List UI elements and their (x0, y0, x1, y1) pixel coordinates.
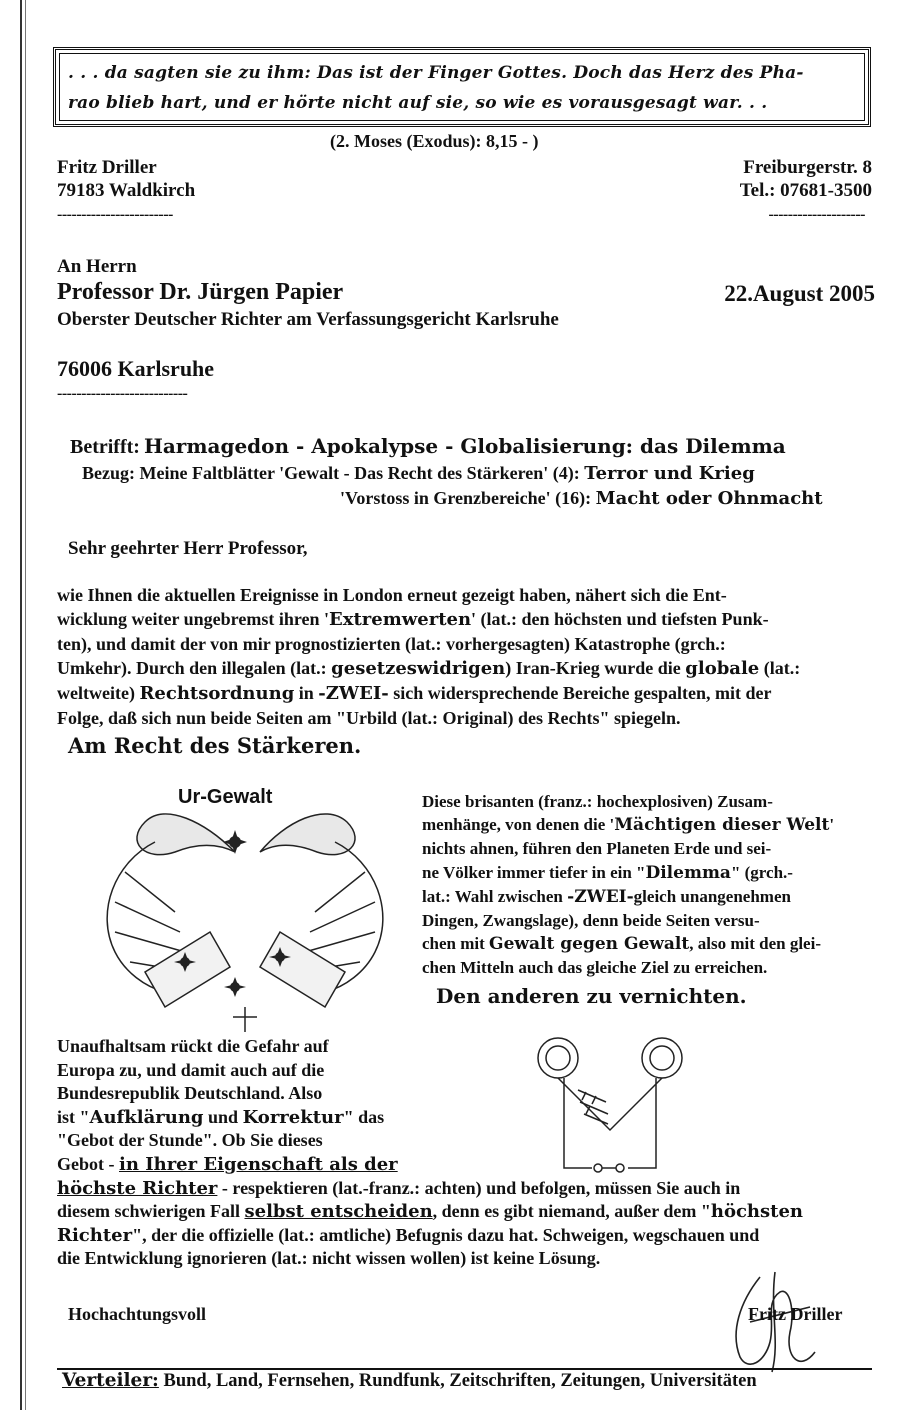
subject-label: Betrifft: (70, 436, 140, 458)
reference-1-bold: Terror und Krieg (584, 463, 755, 484)
para1-line: Folge, daß sich nun beide Seiten am "Urbild (lat.: Original) des Rechts" spiegeln. (57, 708, 681, 728)
quote-line-2: rao blieb hart, und er hörte nicht auf sie, so wie es vorausgesagt war. . . (68, 93, 768, 113)
reference-line-2 (340, 488, 823, 509)
reference-line-1 (82, 463, 755, 484)
para2-line: ne Völker immer tiefer in ein "Dilemma" (grch.- (422, 862, 793, 883)
closing: Hochachtungsvoll (68, 1304, 207, 1324)
para3-line: Europa zu, und damit auch auf die (57, 1059, 325, 1080)
sender-divider: ------------------------ (57, 206, 173, 223)
para3-line: Bundesrepublik Deutschland. Also (57, 1083, 323, 1104)
margin-line-thin (25, 0, 26, 1410)
para2-line: Dingen, Zwangslage), denn beide Seiten versu- (422, 911, 760, 931)
para3-line: Gebot - in Ihrer Eigenschaft als der (57, 1153, 398, 1175)
para1-line: wie Ihnen die aktuellen Ereignisse in London erneut gezeigt haben, nähert sich die Ent- (57, 585, 727, 605)
greeting: Sehr geehrter Herr Professor, (68, 538, 308, 559)
para3-line: diesem schwierigen Fall selbst entscheiden, denn es gibt niemand, außer dem "höchsten (57, 1201, 804, 1223)
sender-phone: Tel.: 07681-3500 (739, 180, 872, 201)
subject-line (70, 434, 786, 459)
bible-quote-box (53, 47, 871, 127)
para3-line: "Gebot der Stunde". Ob Sie dieses (57, 1130, 323, 1151)
para1-line: Umkehr). Durch den illegalen (lat.: gesetzeswidrigen) Iran-Krieg wurde die globale (lat.: (57, 658, 801, 679)
signature-name: Fritz Driller (748, 1304, 843, 1324)
para2-heading: Den anderen zu vernichten. (436, 984, 747, 1008)
letter-date: 22.August 2005 (724, 281, 875, 306)
subject-text: Harmagedon - Apokalypse - Globalisierung: das Dilemma (143, 434, 786, 458)
para2-line: nichts ahnen, führen den Planeten Erde und sei- (422, 839, 772, 859)
para2-line: Diese brisanten (franz.: hochexplosiven) Zusam- (422, 792, 773, 811)
recipient-city: 76006 Karlsruhe (57, 356, 215, 381)
recipient-divider: --------------------------- (57, 385, 188, 402)
para2-line: chen Mitteln auch das gleiche Ziel zu erreichen. (422, 958, 768, 978)
reference-label: Bezug: (82, 463, 135, 483)
para3-line: die Entwicklung ignorieren (lat.: nicht wissen wollen) ist keine Lösung. (57, 1248, 601, 1269)
sender-city: 79183 Waldkirch (57, 180, 196, 201)
para1-line: wicklung weiter ungebremst ihren 'Extremwerten' (lat.: den höchsten und tiefsten Punk- (57, 609, 769, 630)
margin-line (20, 0, 22, 1410)
sender-divider-right: -------------------- (768, 206, 865, 223)
distribution-line (62, 1370, 757, 1392)
distribution-label: Verteiler: (62, 1370, 159, 1391)
para1-line: ten), und damit der von mir prognostizierten (lat.: vorhergesagten) Katastrophe (grch.: (57, 634, 726, 654)
reference-2-bold: Macht oder Ohnmacht (595, 488, 823, 509)
para2-line: lat.: Wahl zwischen -ZWEI-gleich unangenehmen (422, 886, 791, 907)
paragraph-1 (57, 583, 872, 730)
reference-2-text: 'Vorstoss in Grenzbereiche' (16): (340, 488, 592, 508)
para3-line: Richter", der die offizielle (lat.: amtliche) Befugnis dazu hat. Schweigen, wegschauen und (57, 1224, 760, 1246)
recipient-name: Professor Dr. Jürgen Papier (57, 279, 344, 305)
para2-line: menhänge, von denen die 'Mächtigen dieser Welt' (422, 815, 835, 836)
quote-source: (2. Moses (Exodus): 8,15 - ) (330, 131, 539, 151)
figure-label: Ur-Gewalt (178, 786, 273, 808)
para1-heading: Am Recht des Stärkeren. (68, 733, 362, 758)
distribution-list: Bund, Land, Fernsehen, Rundfunk, Zeitschriften, Zeitungen, Universitäten (158, 1371, 757, 1391)
sender-name: Fritz Driller (57, 157, 157, 178)
emblem-illustration (85, 782, 405, 1032)
para1-line: weltweite) Rechtsordnung in -ZWEI- sich widersprechende Bereiche gespalten, mit der (57, 683, 772, 704)
para3-line: ist "Aufklärung und Korrektur" das (57, 1106, 385, 1128)
recipient-title: Oberster Deutscher Richter am Verfassungsgericht Karlsruhe (57, 309, 559, 330)
para3-line: höchste Richter - respektieren (lat.-franz.: achten) und befolgen, müssen Sie auch in (57, 1177, 741, 1199)
sender-street: Freiburgerstr. 8 (743, 157, 872, 178)
reference-1-text: Meine Faltblätter 'Gewalt - Das Recht des Stärkeren' (4): (139, 463, 580, 483)
quote-line-1: . . . da sagten sie zu ihm: Das ist der Finger Gottes. Doch das Herz des Pha- (68, 63, 804, 83)
paragraph-3 (57, 1035, 872, 1271)
recipient-salutation: An Herrn (57, 256, 137, 277)
paragraph-2 (422, 790, 870, 980)
para2-line: chen mit Gewalt gegen Gewalt, also mit den glei- (422, 934, 821, 955)
ur-gewalt-figure (85, 782, 405, 1032)
para3-line: Unaufhaltsam rückt die Gefahr auf (57, 1036, 329, 1056)
